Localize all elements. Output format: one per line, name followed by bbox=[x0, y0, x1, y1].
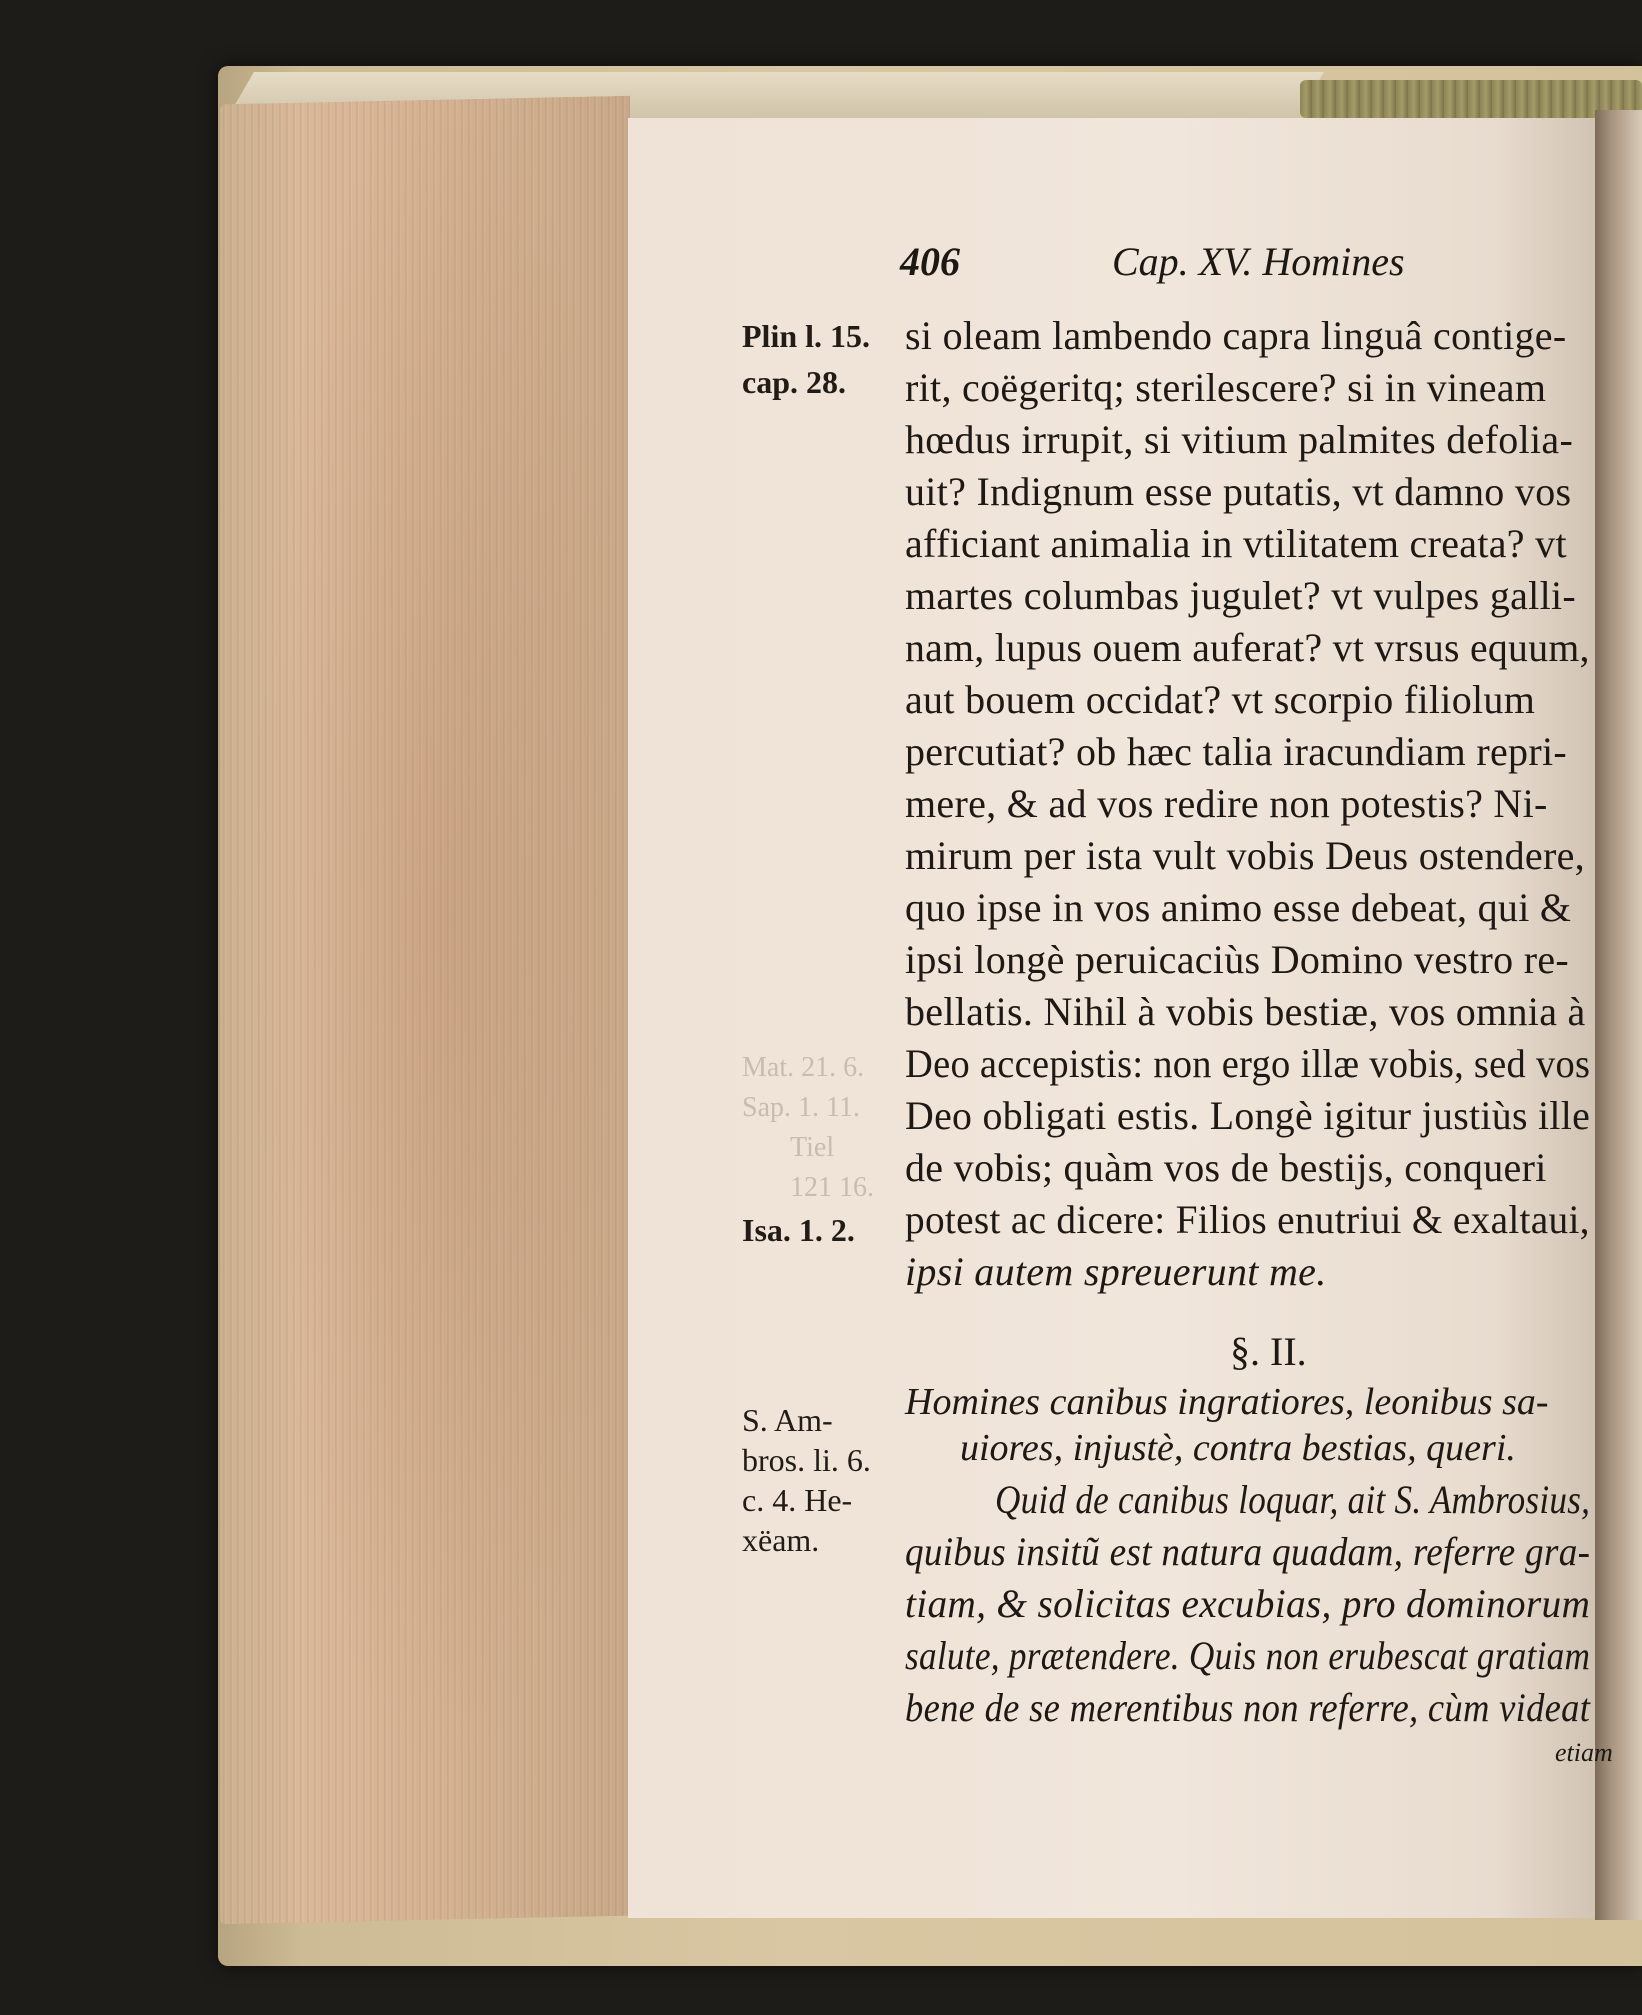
page-gutter bbox=[1595, 110, 1642, 1920]
margin-note: S. Am- bbox=[742, 1402, 833, 1438]
page-number: 406 bbox=[900, 239, 960, 284]
running-title: Cap. XV. Homines bbox=[1112, 239, 1405, 284]
section-heading-line: Homines canibus ingratiores, leonibus sa- bbox=[905, 1381, 1549, 1423]
margin-note: xëam. bbox=[742, 1522, 820, 1558]
catchword: etiam bbox=[1555, 1738, 1613, 1767]
body-line: rit, coëgeritq; sterilescere? si in vineam bbox=[905, 365, 1547, 410]
quote-line: bene de se merentibus non referre, cùm videat bbox=[905, 1685, 1591, 1730]
section-heading-line: uiores, injustè, contra bestias, queri. bbox=[960, 1427, 1516, 1469]
body-line: nam, lupus ouem auferat? vt vrsus equum, bbox=[905, 625, 1590, 670]
body-line: ipsi longè peruicaciùs Domino vestro re- bbox=[905, 937, 1570, 982]
body-line: mirum per ista vult vobis Deus ostendere, bbox=[905, 833, 1585, 878]
bleed-through-text: Tiel bbox=[790, 1132, 835, 1163]
margin-note: Isa. 1. 2. bbox=[742, 1212, 855, 1248]
body-line: Deo obligati estis. Longè igitur justiùs ille bbox=[905, 1093, 1591, 1138]
body-line: aut bouem occidat? vt scorpio filiolum bbox=[905, 677, 1536, 722]
quote-line: Quid de canibus loquar, ait S. Ambrosius, bbox=[995, 1477, 1591, 1522]
body-line: de vobis; quàm vos de bestijs, conqueri bbox=[905, 1145, 1547, 1190]
bleed-through-text: Sap. 1. 11. bbox=[742, 1092, 860, 1123]
body-line: mere, & ad vos redire non potestis? Ni- bbox=[905, 781, 1548, 826]
body-line: hœdus irrupit, si vitium palmites defolia- bbox=[905, 417, 1574, 462]
margin-note: Plin l. 15. bbox=[742, 318, 871, 354]
body-line: uit? Indignum esse putatis, vt damno vos bbox=[905, 469, 1572, 514]
margin-note: bros. li. 6. bbox=[742, 1442, 871, 1478]
margin-note: c. 4. He- bbox=[742, 1482, 853, 1518]
body-line: percutiat? ob hæc talia iracundiam repri- bbox=[905, 729, 1568, 774]
bleed-through-text: 121 16. bbox=[790, 1172, 874, 1203]
quote-line: quibus insitũ est natura quadam, referre gra- bbox=[905, 1529, 1591, 1574]
body-line: bellatis. Nihil à vobis bestiæ, vos omnia à bbox=[905, 989, 1586, 1034]
text-block-fore-edge bbox=[220, 96, 630, 1925]
body-line: potest ac dicere: Filios enutriui & exaltaui, bbox=[905, 1197, 1590, 1242]
body-line: afficiant animalia in vtilitatem creata? vt bbox=[905, 521, 1567, 566]
margin-note: cap. 28. bbox=[742, 364, 846, 400]
body-line: Deo accepistis: non ergo illæ vobis, sed vos bbox=[905, 1041, 1591, 1086]
body-line: ipsi autem spreuerunt me. bbox=[905, 1249, 1327, 1294]
body-line: quo ipse in vos animo esse debeat, qui & bbox=[905, 885, 1572, 930]
body-line: martes columbas jugulet? vt vulpes galli- bbox=[905, 573, 1577, 618]
quote-line: salute, prætendere. Quis non erubescat gratiam bbox=[905, 1633, 1591, 1678]
body-line: si oleam lambendo capra linguâ contige- bbox=[905, 313, 1567, 358]
bleed-through-text: Mat. 21. 6. bbox=[742, 1052, 865, 1083]
headband bbox=[1300, 80, 1642, 118]
quote-line: tiam, & solicitas excubias, pro dominorum bbox=[905, 1581, 1591, 1626]
section-mark: §. II. bbox=[1230, 1329, 1307, 1374]
